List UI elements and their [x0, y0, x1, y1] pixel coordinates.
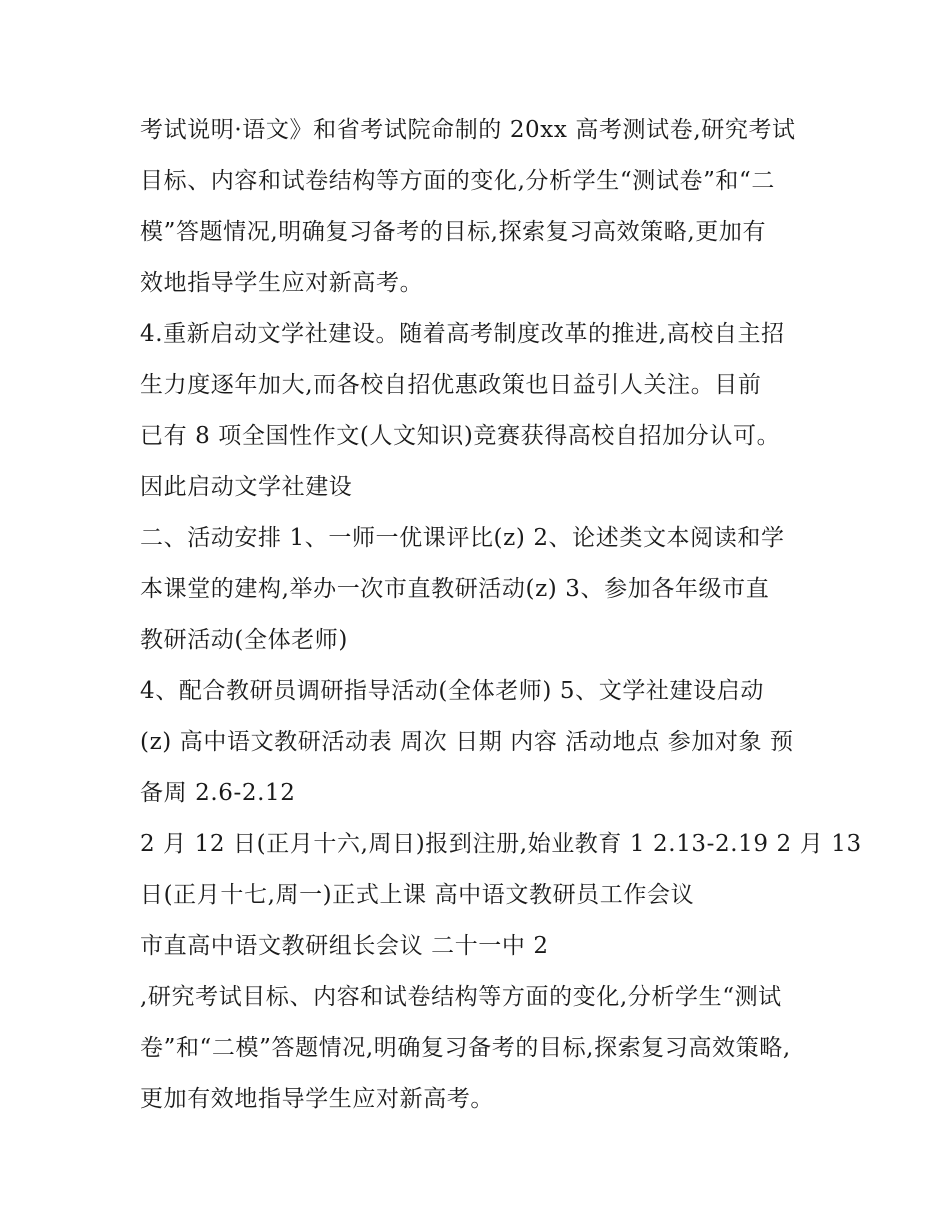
text-line: 2 月 12 日(正月十六,周日)报到注册,始业教育 1 2.13-2.19 2 月 13: [140, 831, 862, 857]
text-line: 4.重新启动文学社建设。随着高考制度改革的推进,高校自主招: [140, 321, 785, 347]
text-line: 本课堂的建构,举办一次市直教研活动(z) 3、参加各年级市直: [140, 576, 770, 602]
text-line: 卷”和“二模”答题情况,明确复习备考的目标,探索复习高效策略,: [140, 1035, 791, 1061]
text-line: 模”答题情况,明确复习备考的目标,探索复习高效策略,更加有: [140, 219, 767, 245]
text-line: 二、活动安排 1、一师一优课评比(z) 2、论述类文本阅读和学: [140, 525, 785, 551]
text-line: 考试说明·语文》和省考试院命制的 20xx 高考测试卷,研究考试: [140, 117, 796, 143]
text-line: 日(正月十七,周一)正式上课 高中语文教研员工作会议: [140, 882, 695, 908]
text-line: 更加有效地指导学生应对新高考。: [140, 1086, 494, 1112]
text-line: (z) 高中语文教研活动表 周次 日期 内容 活动地点 参加对象 预: [140, 729, 794, 755]
text-line: 4、配合教研员调研指导活动(全体老师) 5、文学社建设启动: [140, 678, 764, 704]
text-line: 效地指导学生应对新高考。: [140, 270, 424, 296]
text-line: 教研活动(全体老师): [140, 627, 348, 653]
text-line: 市直高中语文教研组长会议 二十一中 2: [140, 933, 549, 959]
text-line: 因此启动文学社建设: [140, 474, 353, 500]
text-line: 生力度逐年加大,而各校自招优惠政策也日益引人关注。目前: [140, 372, 762, 398]
document-body: [140, 108, 862, 1128]
text-line: ,研究考试目标、内容和试卷结构等方面的变化,分析学生“测试: [140, 984, 782, 1010]
text-line: 目标、内容和试卷结构等方面的变化,分析学生“测试卷”和“二: [140, 168, 775, 194]
text-line: 已有 8 项全国性作文(人文知识)竞赛获得高校自招加分认可。: [140, 423, 781, 449]
text-line: 备周 2.6-2.12: [140, 780, 296, 806]
